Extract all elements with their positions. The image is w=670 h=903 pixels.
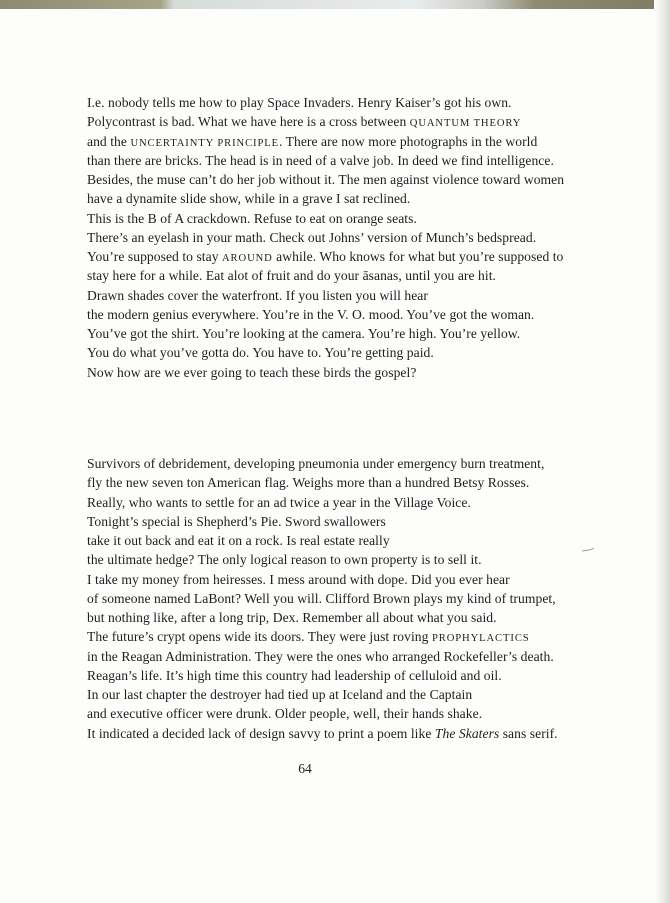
poem-line <box>87 189 617 208</box>
line-text: There’s an eyelash in your math. Check out Johns’ version of Munch’s bedspread. <box>87 229 537 245</box>
line-text: Drawn shades cover the waterfront. If you listen you will hear <box>87 287 428 303</box>
page-number: 64 <box>298 761 312 776</box>
line-text: Besides, the muse can’t do her job without it. The men against violence toward women <box>87 172 565 187</box>
line-text: Now how are we ever going to teach these birds the gospel? <box>87 364 417 380</box>
pencil-mark-icon <box>582 548 594 552</box>
line-text: stay here for a while. Eat alot of fruit and do your āsanas, until you are hit. <box>87 268 496 284</box>
line-text: You’ve got the shirt. You’re looking at the camera. You’re high. You’re yellow. <box>87 326 521 341</box>
poem-line <box>87 550 617 569</box>
line-text: I.e. nobody tells me how to play Space Invaders. Henry Kaiser’s got his own. <box>87 95 512 110</box>
line-text: You’re supposed to stay <box>87 249 222 264</box>
line-text: sans serif. <box>499 725 558 741</box>
line-text: Polycontrast is bad. What we have here is a cross between <box>87 114 410 130</box>
poem-line <box>87 363 617 382</box>
line-text: Really, who wants to settle for an ad twice a year in the Village Voice. <box>87 494 471 510</box>
poem-line <box>87 531 617 550</box>
line-text: of someone named LaBont? Well you will. Clifford Brown plays my kind of trumpet, <box>87 590 556 606</box>
poem-line <box>87 324 617 343</box>
italic-title: The Skaters <box>434 725 500 741</box>
poem-line <box>87 305 617 324</box>
poem-line <box>87 570 617 589</box>
line-text: . There are now more photographs in the world <box>279 133 538 149</box>
poem-line <box>87 685 617 704</box>
line-text: the modern genius everywhere. You’re in the V. O. mood. You’ve got the woman. <box>87 306 535 322</box>
poem-line <box>87 724 617 743</box>
line-text: The future’s crypt opens wide its doors. They were just roving <box>87 629 432 645</box>
line-text: This is the B of A crackdown. Refuse to eat on orange seats. <box>87 210 417 226</box>
poem-line <box>87 266 617 285</box>
small-caps-text: UNCERTAINTY PRINCIPLE <box>130 137 279 149</box>
small-caps-text: AROUND <box>222 253 273 264</box>
poem-line <box>87 608 617 627</box>
poem-line <box>87 343 617 362</box>
poem-line <box>87 170 617 189</box>
poem-line <box>87 704 617 723</box>
book-page <box>0 9 654 903</box>
poem-stanza-1 <box>87 93 617 382</box>
small-caps-text: QUANTUM THEORY <box>409 118 522 130</box>
poem-line <box>87 473 617 492</box>
line-text: the ultimate hedge? The only logical reason to own property is to sell it. <box>87 552 482 568</box>
poem-line <box>87 286 617 305</box>
poem-line <box>87 666 617 685</box>
line-text: awhile. Who knows for what but you’re supposed to <box>272 249 564 264</box>
line-text: fly the new seven ton American flag. Weighs more than a hundred Betsy Rosses. <box>87 475 530 491</box>
poem-line <box>87 93 617 112</box>
line-text: and the <box>87 133 131 149</box>
poem-line <box>87 493 617 512</box>
line-text: Survivors of debridement, developing pneumonia under emergency burn treatment, <box>87 456 545 471</box>
poem-line <box>87 589 617 608</box>
poem-line <box>87 151 617 170</box>
poem-line <box>87 132 617 151</box>
line-text: It indicated a decided lack of design savvy to print a poem like <box>87 725 435 741</box>
poem-line <box>87 228 617 247</box>
line-text: than there are bricks. The head is in need of a valve job. In deed we find intelligence. <box>87 152 554 168</box>
line-text: Tonight’s special is Shepherd’s Pie. Sword swallowers <box>87 513 386 529</box>
poem-line <box>87 112 617 131</box>
line-text: in the Reagan Administration. They were the ones who arranged Rockefeller’s death. <box>87 648 554 664</box>
line-text: You do what you’ve gotta do. You have to. You’re getting paid. <box>87 345 434 361</box>
line-text: take it out back and eat it on a rock. Is real estate really <box>87 533 390 548</box>
poem-line <box>87 647 617 666</box>
poem-line <box>87 209 617 228</box>
scan-edge-right <box>654 0 670 903</box>
poem-line <box>87 512 617 531</box>
line-text: and executive officer were drunk. Older people, well, their hands shake. <box>87 706 483 722</box>
poem-line <box>87 454 617 473</box>
small-caps-text: PROPHYLACTICS <box>431 633 530 645</box>
poem-line <box>87 627 617 646</box>
poem-stanza-2 <box>87 454 617 743</box>
line-text: have a dynamite slide show, while in a grave I sat reclined. <box>87 191 411 207</box>
line-text: Reagan’s life. It’s high time this country had leadership of celluloid and oil. <box>87 667 502 683</box>
line-text: I take my money from heiresses. I mess around with dope. Did you ever hear <box>87 571 510 587</box>
line-text: In our last chapter the destroyer had tied up at Iceland and the Captain <box>87 687 473 702</box>
poem-line <box>87 247 617 266</box>
scan-edge-top <box>0 0 670 9</box>
line-text: but nothing like, after a long trip, Dex. Remember all about what you said. <box>87 610 497 625</box>
